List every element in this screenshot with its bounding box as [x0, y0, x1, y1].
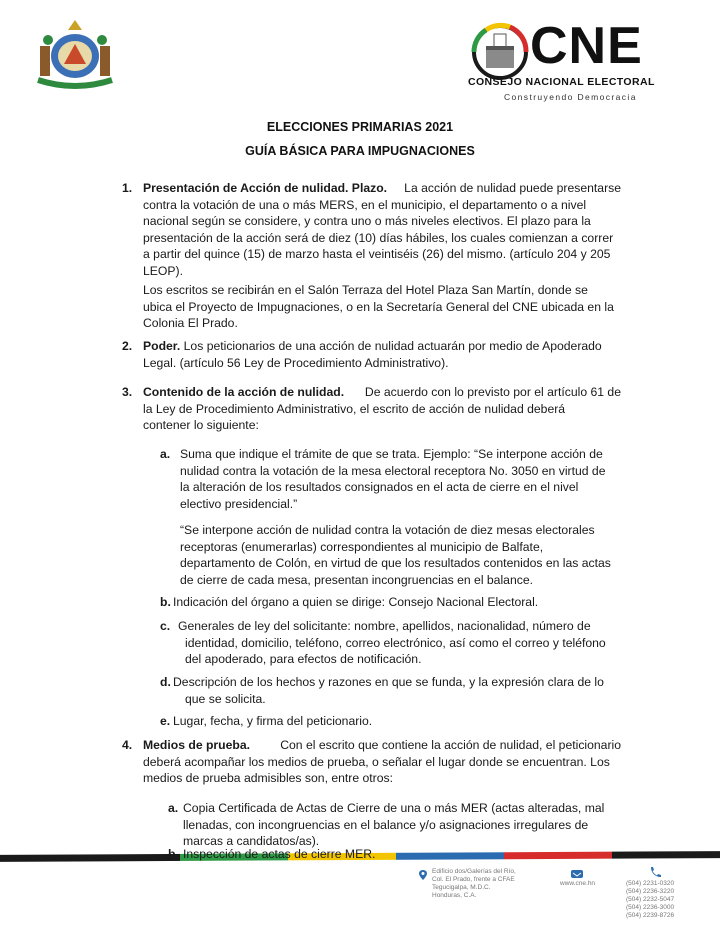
cne-logo — [466, 17, 678, 104]
item-3-line: contener lo siguiente: — [143, 418, 259, 433]
item-4-heading: Medios de prueba. — [143, 738, 250, 752]
cne-full-name: CONSEJO NACIONAL ELECTORAL — [468, 76, 655, 88]
sub-item-3d-label: d. — [160, 675, 171, 689]
item-2-number: 2. — [122, 339, 133, 353]
sub-item-3e-paragraph — [173, 713, 621, 730]
footer-phone: (504) 2236-3000 — [626, 904, 675, 911]
sub-item-line: Descripción de los hechos y razones en que se funda, y la expresión clara de lo — [173, 675, 604, 689]
location-pin-icon — [415, 869, 431, 881]
sub-item-3b-paragraph — [173, 594, 621, 611]
footer-address-line: Honduras, C.A. — [432, 892, 477, 899]
footer-address — [432, 868, 516, 900]
sub-item-line: Suma que indique el trámite de que se trata. Ejemplo: “Se interpone acción de — [180, 447, 603, 461]
sub-item-line: identidad, domicilio, teléfono, correo electrónico, así como el correo y teléfono — [185, 635, 606, 650]
cne-wordmark: CNE — [530, 17, 643, 75]
item-1-line: La acción de nulidad puede presentarse — [404, 181, 621, 195]
item-3-number: 3. — [122, 385, 133, 399]
sub-item-line: la alteración de los resultados consignados en el acta de cierre en el nivel — [180, 480, 579, 495]
sub-item-3c-label: c. — [160, 619, 171, 633]
item-1-line: contra la votación de una o más MERS, en el municipio, el departamento o a nivel — [143, 197, 587, 212]
item-1-extra-line: Los escritos se recibirán en el Salón Terraza del Hotel Plaza San Martín, donde se — [143, 283, 588, 297]
phone-icon — [647, 866, 663, 878]
sub-item-line: “Se interpone acción de nulidad contra la votación de diez mesas electorales — [180, 523, 595, 537]
sub-item-line: nulidad contra la votación de la mesa electoral receptora No. 3050 en virtud de — [180, 463, 606, 478]
item-1-line: a partir del quince (15) de marzo hasta el veintiséis (26) del mismo. (artículo 204 y 205 — [143, 247, 611, 262]
sub-item-4a-label: a. — [168, 801, 179, 815]
sub-item-3a-example-paragraph — [180, 522, 621, 588]
sub-item-line: Copia Certificada de Actas de Cierre de una o más MER (actas alteradas, mal — [183, 801, 605, 815]
document-subtitle: GUÍA BÁSICA PARA IMPUGNACIONES — [245, 144, 475, 158]
sub-item-line: departamento de Colón, en virtud de que los resultados contenidos en las actas — [180, 556, 611, 571]
document-title: ELECCIONES PRIMARIAS 2021 — [266, 120, 454, 134]
sub-item-3a-paragraph — [180, 446, 621, 512]
cne-tagline: Construyendo Democracia — [504, 92, 637, 102]
item-2-line: Legal. (artículo 56 Ley de Procedimiento Administrativo). — [143, 355, 449, 370]
sub-item-line: que se solicita. — [185, 691, 266, 706]
item-1-heading: Presentación de Acción de nulidad. Plazo. — [143, 181, 388, 195]
sub-item-line: electivo presidencial.” — [180, 496, 298, 511]
sub-item-3b-label: b. — [160, 595, 171, 609]
item-1-line: presentación de la acción será de diez (10) días hábiles, los cuales comienzan a correr — [143, 230, 614, 245]
sub-item-line: Inspección de actas de cierre MER. — [183, 847, 376, 861]
item-1-extra-paragraph — [143, 282, 621, 332]
item-3-line: De acuerdo con lo previsto por el artículo 61 de — [364, 385, 621, 399]
item-4-number: 4. — [122, 738, 133, 752]
item-2-paragraph — [143, 338, 621, 371]
item-1-line: nacional según se considere, y contra uno o más niveles electivos. El plazo para la — [143, 214, 591, 229]
item-4-paragraph — [143, 737, 621, 787]
item-1-extra-line: Colonia El Prado. — [143, 316, 238, 331]
item-1-paragraph — [143, 180, 621, 280]
sub-item-4b-label: b. — [168, 847, 179, 861]
sub-item-4a-paragraph — [183, 800, 621, 850]
sub-item-line: llenadas, con incongruencias en el balance y/o asignaciones irregulares de — [183, 817, 589, 832]
item-4-line: deberá acompañar los medios de prueba, o señalar el lugar donde se encuentran. Los — [143, 754, 610, 769]
footer-address-line: Tegucigalpa, M.D.C. — [432, 884, 491, 891]
sub-item-3a-label: a. — [160, 447, 171, 461]
sub-item-line: de cierre de cada mesa, presentan incongruencias en el balance. — [180, 572, 533, 587]
item-1-number: 1. — [122, 181, 133, 195]
footer-address-line: Edificio dos/Galerías del Río, — [432, 868, 516, 875]
footer-phone: (504) 2232-5047 — [626, 896, 675, 903]
sub-item-3e-label: e. — [160, 714, 171, 728]
item-3-line: la Ley de Procedimiento Administrativo, el escrito de acción de nulidad deberá — [143, 401, 566, 416]
item-4-line: Con el escrito que contiene la acción de nulidad, el peticionario — [280, 738, 621, 752]
footer-phone: (504) 2239-8726 — [626, 912, 675, 919]
sub-item-line: Indicación del órgano a quien se dirige: Consejo Nacional Electoral. — [173, 595, 539, 609]
footer-phones — [626, 880, 674, 920]
item-2-line: Los peticionarios de una acción de nulidad actuarán por medio de Apoderado — [183, 339, 602, 353]
sub-item-4b-paragraph — [183, 846, 621, 863]
sub-item-line: del apoderado, para efectos de notificación. — [185, 652, 422, 667]
honduras-seal-icon — [34, 18, 116, 90]
sub-item-line: receptoras (enumerarlas) correspondientes al municipio de Balfate, — [180, 539, 544, 554]
sub-item-3c-paragraph — [178, 618, 621, 668]
footer-phone: (504) 2231-0320 — [626, 880, 675, 887]
item-2-heading: Poder. — [143, 339, 181, 353]
footer-address-line: Col. El Prado, frente a CFAE — [432, 876, 515, 883]
sub-item-3d-paragraph — [173, 674, 621, 707]
web-icon — [569, 868, 585, 880]
item-1-line: LEOP). — [143, 263, 183, 278]
item-1-extra-line: ubica el Proyecto de Impugnaciones, o en la Secretaría General del CNE ubicada en la — [143, 299, 614, 314]
item-4-line: medios de prueba admisibles son, entre otros: — [143, 771, 393, 786]
item-3-heading: Contenido de la acción de nulidad. — [143, 385, 345, 399]
sub-item-line: Generales de ley del solicitante: nombre, apellidos, nacionalidad, número de — [178, 619, 591, 633]
sub-item-line: Lugar, fecha, y firma del peticionario. — [173, 714, 373, 728]
footer-phone: (504) 2236-3220 — [626, 888, 675, 895]
item-3-paragraph — [143, 384, 621, 434]
footer-website: www.cne.hn — [560, 880, 596, 887]
sub-item-line: marcas a candidatos/as). — [183, 834, 320, 849]
